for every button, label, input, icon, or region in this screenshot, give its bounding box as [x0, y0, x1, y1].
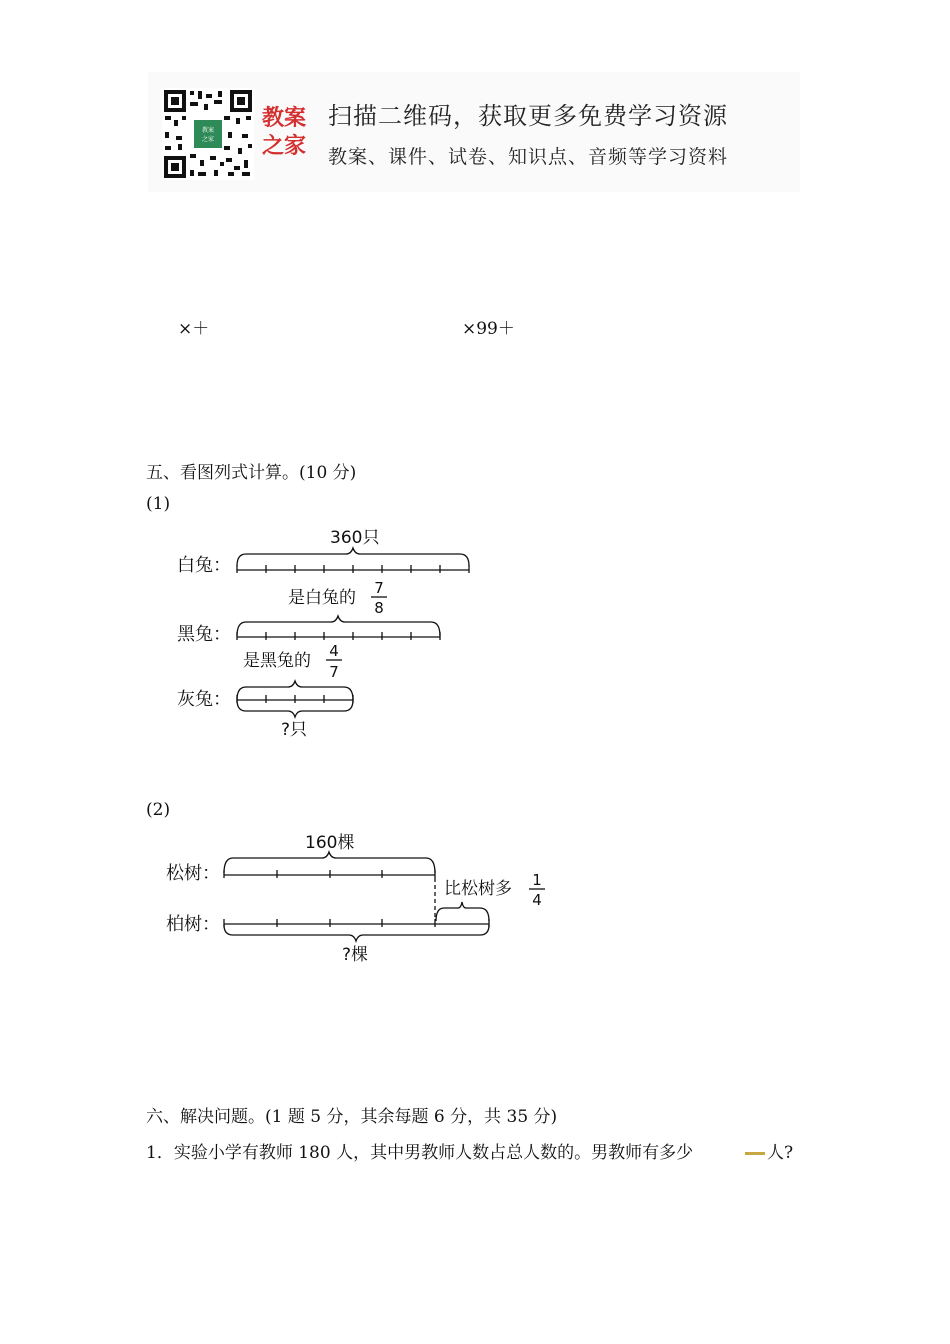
extra-top-brace [436, 902, 489, 921]
answer-blank [745, 1152, 765, 1155]
brand-line-2: 之家 [262, 133, 307, 159]
cypress-question: ?棵 [342, 945, 369, 965]
black-note: 是白兔的 [288, 588, 356, 608]
black-frac-num: 7 [374, 579, 384, 597]
pine-label: 松树： [166, 863, 220, 884]
cypress-label: 柏树： [166, 914, 220, 935]
section5-q1-number: (1) [146, 494, 171, 514]
gray-note: 是黑兔的 [243, 651, 311, 671]
expression-right: ×99＋ [462, 319, 515, 339]
gray-rabbit-label: 灰兔： [177, 689, 231, 710]
section6-q1-tail: 人? [767, 1143, 794, 1163]
section6-q1-text: 1．实验小学有教师 180 人，其中男教师人数占总人数的。男教师有多少 [146, 1143, 694, 1163]
expression-left: ×＋ [178, 319, 210, 339]
black-rabbit-label: 黑兔： [177, 624, 231, 645]
brand-line-1: 教案 [262, 105, 307, 131]
pine-total-label: 160棵 [305, 833, 355, 853]
banner-headline: 扫描二维码，获取更多免费学习资源 [328, 102, 728, 130]
black-frac-den: 8 [374, 599, 384, 617]
cypress-note: 比松树多 [444, 879, 512, 899]
section5-q2-number: (2) [146, 800, 171, 820]
svg-text:之家: 之家 [201, 136, 215, 143]
banner-subline: 教案、课件、试卷、知识点、音频等学习资料 [328, 146, 729, 168]
cypress-frac-num: 1 [532, 871, 542, 889]
cypress-frac-den: 4 [532, 891, 542, 909]
cypress-bar-ticks [224, 919, 489, 927]
section6-title: 六、解决问题。(1 题 5 分，其余每题 6 分，共 35 分) [146, 1107, 558, 1127]
pine-top-brace [224, 852, 435, 873]
gray-frac-den: 7 [329, 663, 339, 681]
white-total-label: 360只 [330, 528, 380, 548]
section5-title: 五、看图列式计算。(10 分) [146, 463, 357, 483]
white-rabbit-label: 白兔： [177, 555, 231, 576]
gray-frac-num: 4 [329, 642, 339, 660]
cypress-bottom-brace [224, 925, 489, 941]
pine-bar-ticks [224, 870, 435, 878]
gray-question: ?只 [281, 720, 308, 740]
qr-center-label: 教案 [201, 127, 215, 134]
